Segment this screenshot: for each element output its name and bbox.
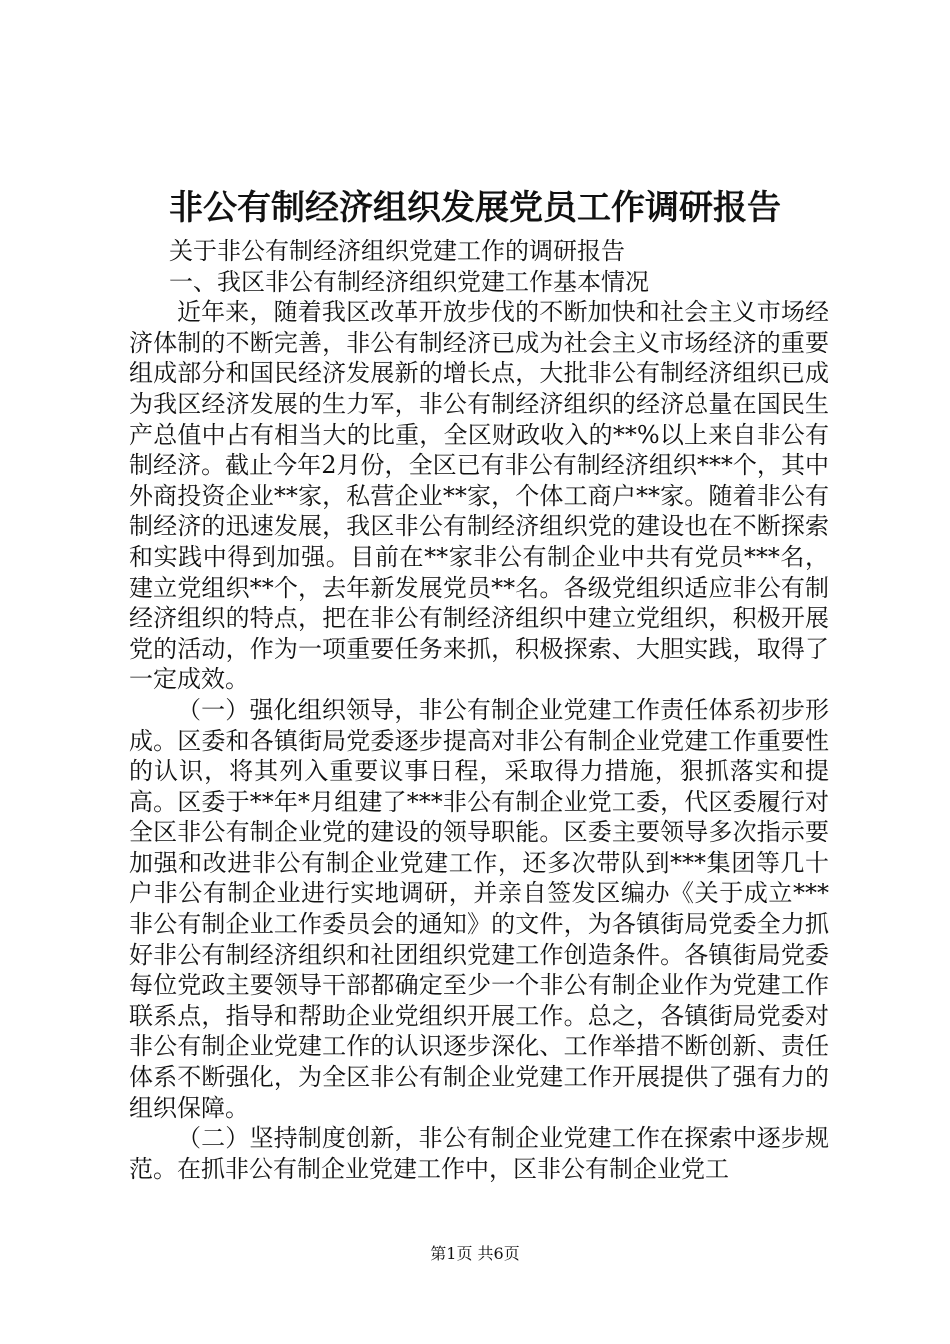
- subtitle: 关于非公有制经济组织党建工作的调研报告: [169, 237, 625, 265]
- paragraph-3: （二）坚持制度创新，非公有制企业党建工作在探索中逐步规范。在抓非公有制企业党建工作中，区非公有制企业党工: [129, 1124, 829, 1183]
- document-body: [129, 236, 829, 1184]
- section-heading: 一、我区非公有制经济组织党建工作基本情况: [169, 267, 649, 296]
- document-title: 非公有制经济组织发展党员工作调研报告: [169, 188, 781, 228]
- page-number: 第1页 共6页: [430, 1244, 520, 1263]
- paragraph-1: 近年来，随着我区改革开放步伐的不断加快和社会主义市场经济体制的不断完善，非公有制经济已成为社会主义市场经济的重要组成部分和国民经济发展新的增长点，大批非公有制经济组织已成为我区经济发展的生力军，非公有制经济组织的经济总量在国民生产总值中占有相当大的比重，全区财政收入的**%以上来自非公有制经济。截止今年2月份，全区已有非公有制经济组织***个，其中外商投资企业**家，私营企业**家，个体工商户**家。随着非公有制经济的迅速发展，我区非公有制经济组织党的建设也在不断探索和实践中得到加强。目前在**家非公有制企业中共有党员***名，建立党组织**个，去年新发展党员**名。各级党组织适应非公有制经济组织的特点，把在非公有制经济组织中建立党组织，积极开展党的活动，作为一项重要任务来抓，积极探索、大胆实践，取得了一定成效。: [129, 298, 829, 694]
- paragraph-2: （一）强化组织领导，非公有制企业党建工作责任体系初步形成。区委和各镇街局党委逐步提高对非公有制企业党建工作重要性的认识，将其列入重要议事日程，采取得力措施，狠抓落实和提高。区委于**年*月组建了***非公有制企业党工委，代区委履行对全区非公有制企业党的建设的领导职能。区委主要领导多次指示要加强和改进非公有制企业党建工作，还多次带队到***集团等几十户非公有制企业进行实地调研，并亲自签发区编办《关于成立***非公有制企业工作委员会的通知》的文件，为各镇街局党委全力抓好非公有制经济组织和社团组织党建工作创造条件。各镇街局党委每位党政主要领导干部都确定至少一个非公有制企业作为党建工作联系点，指导和帮助企业党组织开展工作。总之，各镇街局党委对非公有制企业党建工作的认识逐步深化、工作举措不断创新、责任体系不断强化，为全区非公有制企业党建工作开展提供了强有力的组织保障。: [129, 695, 829, 1122]
